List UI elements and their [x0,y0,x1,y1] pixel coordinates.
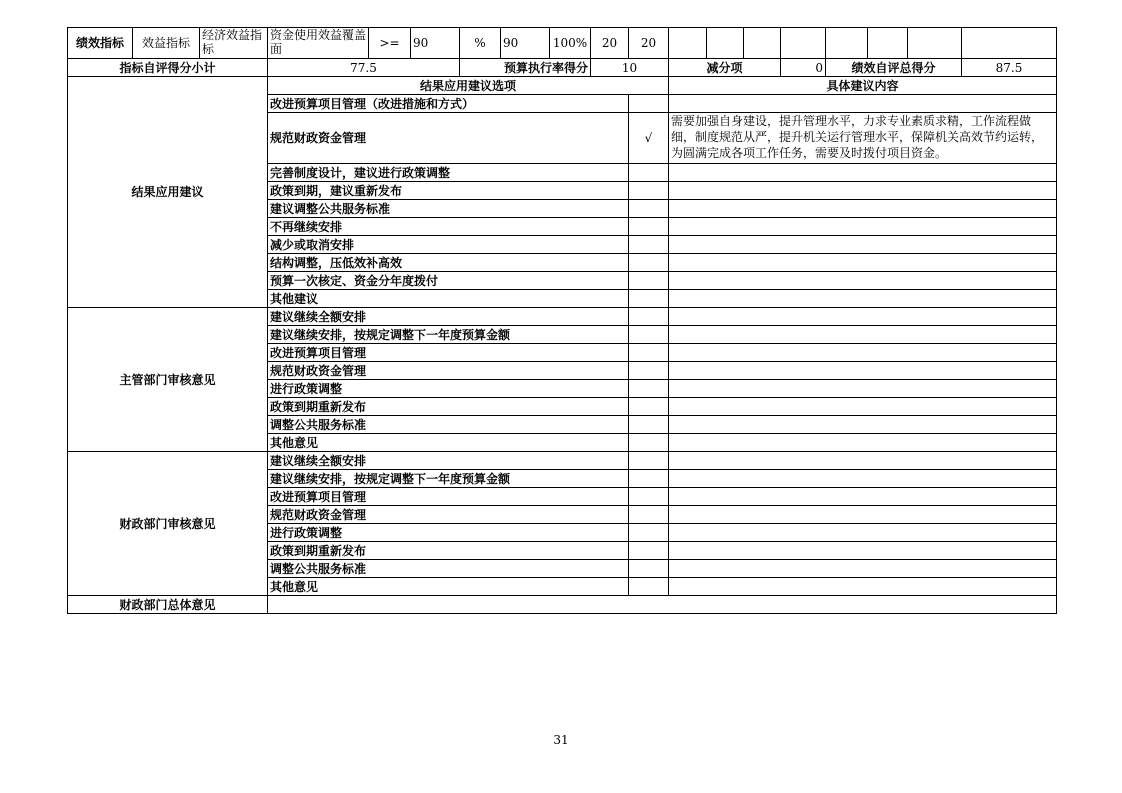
result-option-check [629,164,669,182]
dept-option-check [629,380,669,398]
finance-option-label: 政策到期重新发布 [268,542,629,560]
finance-option-content [669,542,1057,560]
dept-option-content [669,398,1057,416]
result-option-label: 建议调整公共服务标准 [268,200,629,218]
finance-option-label: 规范财政资金管理 [268,506,629,524]
finance-row [68,452,1057,470]
dept-section-label: 主管部门审核意见 [68,308,268,452]
dept-option-content [669,344,1057,362]
result-option-label: 完善制度设计，建议进行政策调整 [268,164,629,182]
dept-option-label: 政策到期重新发布 [268,398,629,416]
indicator-category: 绩效指标 [68,28,133,59]
dept-option-check [629,326,669,344]
dept-option-check [629,362,669,380]
indicator-weight: 20 [591,28,629,59]
result-option-check: √ [629,113,669,164]
result-option-check [629,272,669,290]
dept-option-check [629,398,669,416]
evaluation-table [67,27,1057,614]
result-option-content [669,236,1057,254]
result-option-label: 规范财政资金管理 [268,113,629,164]
finance-option-content [669,560,1057,578]
budget-score-label: 预算执行率得分 [460,59,591,77]
dept-option-content [669,362,1057,380]
result-option-label: 改进预算项目管理（改进措施和方式） [268,95,629,113]
indicator-target: 90 [411,28,460,59]
result-option-label: 预算一次核定、资金分年度拨付 [268,272,629,290]
content-header: 具体建议内容 [669,77,1057,95]
dept-option-label: 建议继续全额安排 [268,308,629,326]
finance-option-label: 建议继续安排，按规定调整下一年度预算金额 [268,470,629,488]
finance-option-check [629,524,669,542]
empty-cell [707,28,744,59]
budget-score-value: 10 [591,59,669,77]
overall-row [68,596,1057,614]
dept-option-check [629,344,669,362]
result-option-label: 政策到期，建议重新发布 [268,182,629,200]
dept-option-content [669,308,1057,326]
finance-option-check [629,470,669,488]
result-option-check [629,95,669,113]
result-option-content [669,164,1057,182]
empty-cell [744,28,781,59]
dept-option-check [629,308,669,326]
finance-option-check [629,542,669,560]
result-option-content [669,254,1057,272]
total-score-label: 绩效自评总得分 [826,59,962,77]
empty-cell [781,28,826,59]
dept-option-label: 改进预算项目管理 [268,344,629,362]
empty-cell [669,28,707,59]
result-option-check [629,218,669,236]
finance-option-label: 建议继续全额安排 [268,452,629,470]
indicator-name: 资金使用效益覆盖面 [268,28,369,59]
result-option-label: 其他建议 [268,290,629,308]
indicator-operator: >= [369,28,411,59]
result-section-label: 结果应用建议 [68,77,268,308]
page-number: 31 [553,733,569,747]
result-option-check [629,182,669,200]
result-option-content: 需要加强自身建设，提升管理水平，力求专业素质求精，工作流程做细，制度规范从严，提升机关运行管理水平，保障机关高效节约运转，为圆满完成各项工作任务，需要及时拨付项目资金。 [669,113,1057,164]
finance-option-label: 调整公共服务标准 [268,560,629,578]
dept-option-content [669,434,1057,452]
result-option-content [669,272,1057,290]
indicator-rate: 100% [550,28,591,59]
indicator-actual: 90 [501,28,550,59]
result-option-label: 减少或取消安排 [268,236,629,254]
finance-option-check [629,578,669,596]
total-score-value: 87.5 [962,59,1057,77]
result-option-label: 结构调整，压低效补高效 [268,254,629,272]
finance-section-label: 财政部门审核意见 [68,452,268,596]
finance-option-check [629,506,669,524]
dept-option-check [629,434,669,452]
finance-option-content [669,452,1057,470]
deduct-value: 0 [781,59,826,77]
result-option-content [669,218,1057,236]
result-option-check [629,290,669,308]
empty-cell [868,28,908,59]
empty-cell [908,28,962,59]
dept-option-label: 建议继续安排，按规定调整下一年度预算金额 [268,326,629,344]
dept-option-label: 调整公共服务标准 [268,416,629,434]
score-row [68,59,1057,77]
result-option-check [629,200,669,218]
result-option-content [669,290,1057,308]
finance-option-check [629,560,669,578]
dept-option-label: 进行政策调整 [268,380,629,398]
deduct-label: 减分项 [669,59,781,77]
finance-option-label: 进行政策调整 [268,524,629,542]
empty-cell [826,28,868,59]
overall-label: 财政部门总体意见 [68,596,268,614]
dept-row [68,308,1057,326]
result-option-content [669,200,1057,218]
result-option-content [669,182,1057,200]
options-header: 结果应用建议选项 [268,77,669,95]
result-option-label: 不再继续安排 [268,218,629,236]
result-option-content [669,95,1057,113]
finance-option-label: 其他意见 [268,578,629,596]
indicator-score: 20 [629,28,669,59]
finance-option-content [669,488,1057,506]
result-header-row [68,77,1057,95]
dept-option-content [669,326,1057,344]
result-option-check [629,236,669,254]
indicator-level2: 经济效益指标 [200,28,268,59]
finance-option-content [669,506,1057,524]
dept-option-label: 其他意见 [268,434,629,452]
indicator-unit: % [460,28,501,59]
dept-option-label: 规范财政资金管理 [268,362,629,380]
indicator-level1: 效益指标 [133,28,200,59]
dept-option-content [669,380,1057,398]
subtotal-label: 指标自评得分小计 [68,59,268,77]
finance-option-check [629,452,669,470]
finance-option-content [669,578,1057,596]
finance-option-content [669,470,1057,488]
dept-option-check [629,416,669,434]
empty-cell [962,28,1057,59]
result-option-check [629,254,669,272]
finance-option-label: 改进预算项目管理 [268,488,629,506]
indicator-row [68,28,1057,59]
dept-option-content [669,416,1057,434]
finance-option-check [629,488,669,506]
subtotal-value: 77.5 [268,59,460,77]
overall-content [268,596,1057,614]
finance-option-content [669,524,1057,542]
